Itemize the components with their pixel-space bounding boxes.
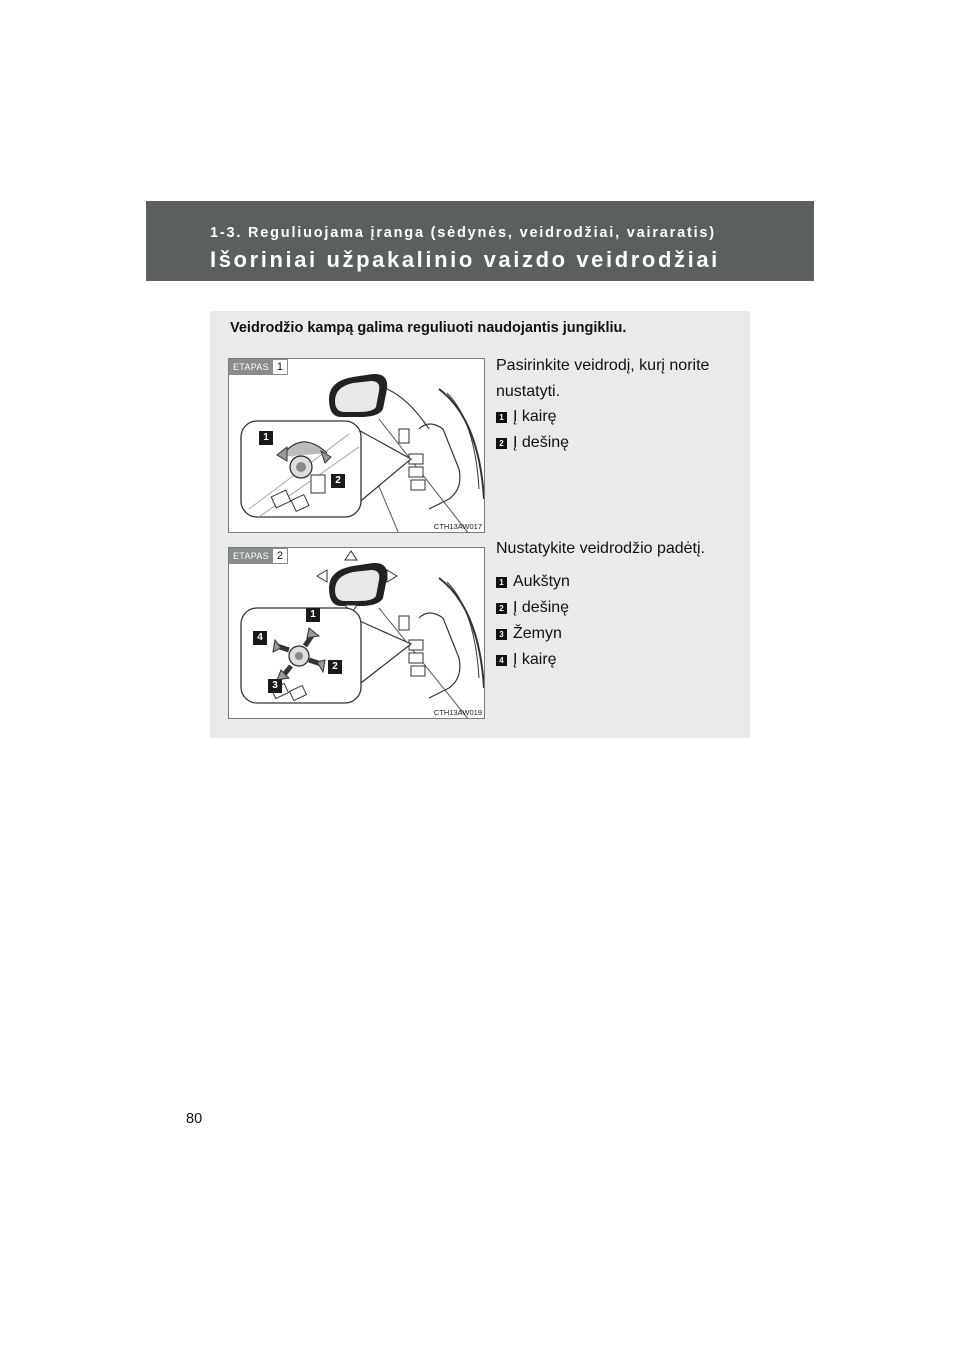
option-label: Į kairę: [513, 408, 557, 425]
section-header: [146, 201, 814, 281]
figure-code: CTH13AW017: [433, 522, 482, 531]
number-badge: 1: [496, 577, 507, 588]
number-badge: 1: [496, 412, 507, 423]
step-2-option-3: [496, 625, 562, 643]
figure-step-1: [228, 358, 485, 533]
number-badge: 2: [496, 438, 507, 449]
etapas-label: ETAPAS: [229, 359, 273, 375]
option-label: Į dešinę: [513, 599, 570, 616]
number-badge: 3: [496, 629, 507, 640]
callout-3: 3: [268, 679, 282, 693]
option-label: Į dešinę: [513, 434, 570, 451]
instruction-panel: [210, 311, 750, 738]
callout-1: 1: [259, 431, 273, 445]
page-number: 80: [186, 1111, 203, 1127]
step-2-option-1: [496, 573, 570, 591]
step-1-text: Pasirinkite veidrodį, kurį norite nustatyti.: [496, 357, 710, 400]
etapas-badge: [229, 548, 288, 564]
etapas-number: 2: [273, 548, 288, 564]
mirror-select-illustration: [229, 359, 485, 533]
callout-2: 2: [328, 660, 342, 674]
step-2-text: Nustatykite veidrodžio padėtį.: [496, 540, 705, 557]
callout-2: 2: [331, 474, 345, 488]
etapas-label: ETAPAS: [229, 548, 273, 564]
figure-code: CTH13AW019: [433, 708, 482, 717]
step-2-option-2: [496, 599, 569, 617]
mirror-adjust-illustration: [229, 548, 485, 719]
number-badge: 4: [496, 655, 507, 666]
intro-text: Veidrodžio kampą galima reguliuoti naudojantis jungikliu.: [230, 320, 627, 336]
etapas-number: 1: [273, 359, 288, 375]
step-1-option-1: [496, 408, 557, 426]
option-label: Žemyn: [513, 625, 562, 642]
callout-4: 4: [253, 631, 267, 645]
step-2-option-4: [496, 651, 557, 669]
option-label: Į kairę: [513, 651, 557, 668]
figure-step-2: [228, 547, 485, 719]
page-title: Išoriniai užpakalinio vaizdo veidrodžiai: [210, 247, 720, 272]
etapas-badge: [229, 359, 288, 375]
number-badge: 2: [496, 603, 507, 614]
section-title: 1-3. Reguliuojama įranga (sėdynės, veidrodžiai, vairaratis): [210, 225, 716, 241]
step-1-option-2: [496, 434, 569, 452]
option-label: Aukštyn: [513, 573, 570, 590]
callout-1: 1: [306, 608, 320, 622]
